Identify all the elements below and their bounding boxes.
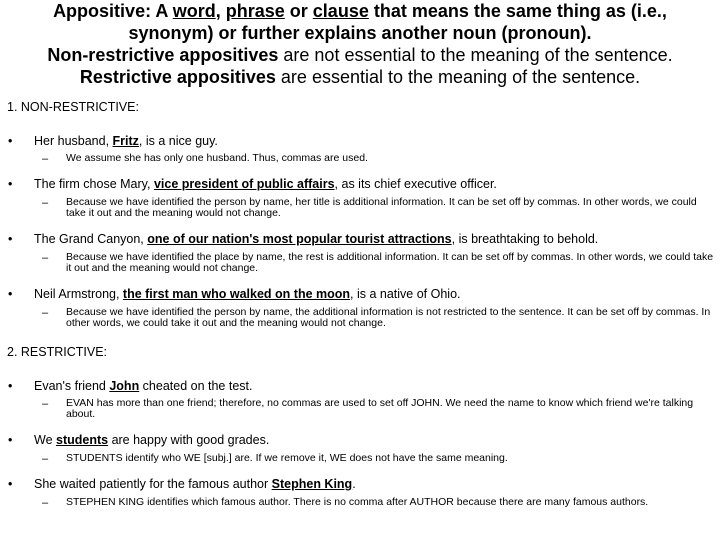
example-sentence <box>34 433 720 448</box>
header-text: are not essential to the meaning of the sentence. <box>278 45 673 65</box>
dash: – <box>42 197 49 209</box>
bullet: • <box>8 433 13 447</box>
example-sentence <box>34 287 720 302</box>
sentence-text: . <box>352 477 356 491</box>
bullet: • <box>8 134 13 148</box>
sentence-text: She waited patiently for the famous author <box>34 477 272 491</box>
section-restrictive <box>0 345 720 508</box>
explanation <box>0 497 720 508</box>
bullet: • <box>8 379 13 393</box>
list-item <box>0 177 720 219</box>
content <box>0 100 720 508</box>
appositive: vice president of public affairs <box>153 177 335 191</box>
explanation-text: STEPHEN KING identifies which famous author. There is no comma after AUTHOR because there are many famous authors. <box>66 496 649 508</box>
explanation-text: STUDENTS identify who WE [subj.] are. If we remove it, WE does not have the same meaning. <box>66 452 508 464</box>
sentence-text: Evan's friend <box>34 379 110 393</box>
sentence-text: The firm chose Mary, <box>34 177 154 191</box>
appositive: Fritz <box>112 134 139 148</box>
section-title: 1. NON-RESTRICTIVE: <box>7 100 139 114</box>
bullet: • <box>8 232 13 246</box>
explanation-text: Because we have identified the person by name, the additional information is not restricted to the sentence. It can be set off by commas. In other words, we could take it out and the meaning would not change. <box>66 306 711 329</box>
header-text: are essential to the meaning of the sentence. <box>275 67 641 87</box>
section-title: 2. RESTRICTIVE: <box>7 345 108 359</box>
dash: – <box>42 252 49 264</box>
header-text: or <box>284 1 313 21</box>
sentence-text: We <box>34 433 56 447</box>
bullet: • <box>8 477 13 491</box>
sentence-text: Neil Armstrong, <box>34 287 123 301</box>
dash: – <box>42 453 49 465</box>
sentence-text: Her husband, <box>34 134 113 148</box>
term-word: word <box>172 1 216 21</box>
explanation-text: We assume she has only one husband. Thus, commas are used. <box>66 152 368 164</box>
header-line-4 <box>6 66 714 88</box>
header-line-1 <box>6 0 714 22</box>
section-non-restrictive <box>0 100 720 329</box>
term-non-restrictive: Non-restrictive appositives <box>47 45 279 65</box>
list-item <box>0 433 720 464</box>
list-item <box>0 134 720 164</box>
dash: – <box>42 497 49 509</box>
explanation-text: Because we have identified the place by name, the rest is additional information. It can be set off by commas. In other words, we could take it out and the meaning would not change. <box>66 251 714 274</box>
bullet: • <box>8 287 13 301</box>
dash: – <box>42 307 49 319</box>
list-item <box>0 477 720 508</box>
sentence-text: , is a native of Ohio. <box>350 287 461 301</box>
dash: – <box>42 153 49 165</box>
explanation <box>0 453 720 464</box>
appositive: students <box>56 433 109 447</box>
example-sentence <box>34 134 720 149</box>
list-item <box>0 287 720 329</box>
list-item <box>0 379 720 420</box>
term-clause: clause <box>312 1 369 21</box>
example-sentence <box>34 177 720 192</box>
term-phrase: phrase <box>225 1 285 21</box>
explanation <box>0 398 720 420</box>
example-sentence <box>34 379 720 394</box>
dash: – <box>42 398 49 410</box>
example-sentence <box>34 232 720 247</box>
appositive: the first man who walked on the moon <box>122 287 351 301</box>
term-restrictive: Restrictive appositives <box>79 67 276 87</box>
header-line-3 <box>6 44 714 66</box>
explanation-text: EVAN has more than one friend; therefore, no commas are used to set off JOHN. We need the name to know which friend we're talking about. <box>66 397 694 420</box>
sentence-text: , is breathtaking to behold. <box>451 232 599 246</box>
explanation-text: Because we have identified the person by name, her title is additional information. It can be set off by commas. In other words, we could take it out and the meaning would not change. <box>66 196 697 219</box>
sentence-text: , is a nice guy. <box>138 134 218 148</box>
header-text: , <box>215 1 226 21</box>
example-sentence <box>34 477 720 492</box>
sentence-text: The Grand Canyon, <box>34 232 148 246</box>
appositive: John <box>109 379 140 393</box>
list-item <box>0 232 720 274</box>
sentence-text: , as its chief executive officer. <box>334 177 497 191</box>
appositive: one of our nation's most popular tourist attractions <box>147 232 452 246</box>
bullet: • <box>8 177 13 191</box>
explanation <box>0 307 720 329</box>
header-line-2: synonym) or further explains another noun (pronoun). <box>128 23 592 43</box>
sentence-text: are happy with good grades. <box>108 433 270 447</box>
header-text: that means the same thing as (i.e., <box>368 1 667 21</box>
explanation <box>0 252 720 274</box>
header <box>6 0 714 88</box>
explanation <box>0 197 720 219</box>
header-text: Appositive: A <box>53 1 173 21</box>
sentence-text: cheated on the test. <box>139 379 253 393</box>
appositive: Stephen King <box>271 477 353 491</box>
explanation <box>0 153 720 164</box>
